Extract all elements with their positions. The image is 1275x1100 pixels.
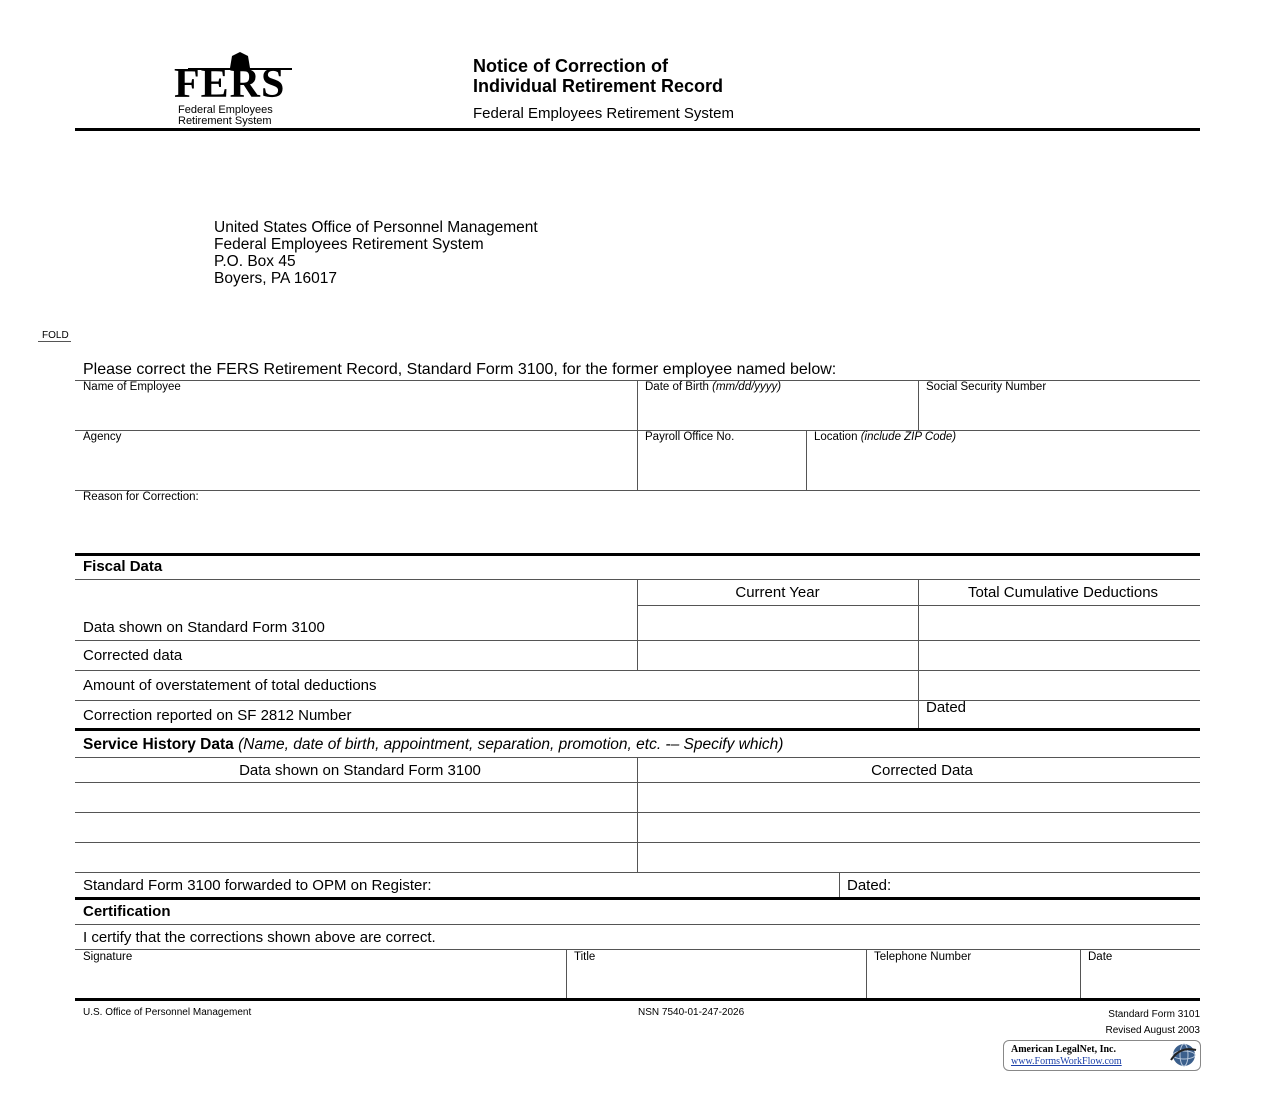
current-year-shown-input[interactable] bbox=[639, 607, 916, 639]
footer-nsn: NSN 7540-01-247-2026 bbox=[638, 1007, 745, 1018]
title-input[interactable] bbox=[568, 967, 864, 997]
sf2812-dated-input[interactable] bbox=[980, 702, 1198, 727]
address-line: P.O. Box 45 bbox=[214, 253, 296, 270]
grid-line bbox=[806, 430, 807, 490]
address-line: Boyers, PA 16017 bbox=[214, 270, 337, 287]
grid-line bbox=[918, 380, 919, 430]
grid-line bbox=[75, 490, 1200, 491]
certification-statement: I certify that the corrections shown above are correct. bbox=[83, 929, 436, 946]
service-corrected-input-2[interactable] bbox=[639, 814, 1198, 841]
total-deductions-shown-input[interactable] bbox=[920, 607, 1198, 639]
grid-line bbox=[75, 949, 1200, 950]
title-label: Title bbox=[574, 951, 596, 963]
logo-wordmark: FERS bbox=[174, 61, 286, 107]
ssn-input[interactable] bbox=[920, 398, 1198, 428]
address-line: United States Office of Personnel Management bbox=[214, 219, 538, 236]
col-total-deductions: Total Cumulative Deductions bbox=[967, 584, 1159, 601]
service-heading-wrap bbox=[83, 736, 783, 754]
location-label: Location bbox=[814, 431, 858, 443]
service-col-shown: Data shown on Standard Form 3100 bbox=[239, 762, 481, 779]
fold-label: FOLD bbox=[42, 330, 69, 341]
payroll-office-input[interactable] bbox=[639, 448, 805, 488]
globe-icon bbox=[1168, 1042, 1198, 1068]
date-label: Date bbox=[1088, 951, 1113, 963]
telephone-label: Telephone Number bbox=[874, 951, 972, 963]
mailing-address bbox=[214, 219, 538, 287]
total-deductions-corrected-input[interactable] bbox=[920, 642, 1198, 669]
employee-name-input[interactable] bbox=[77, 398, 635, 428]
dob-label-wrap bbox=[645, 381, 781, 393]
section-rule bbox=[75, 728, 1200, 731]
grid-line bbox=[75, 872, 1200, 873]
service-heading: Service History Data bbox=[83, 736, 234, 753]
service-shown-input-1[interactable] bbox=[77, 784, 635, 811]
date-input[interactable] bbox=[1082, 967, 1198, 997]
address-line: Federal Employees Retirement System bbox=[214, 236, 484, 253]
dob-input[interactable] bbox=[639, 398, 916, 428]
location-input[interactable] bbox=[808, 448, 1198, 488]
grid-line bbox=[75, 700, 1200, 701]
location-label-wrap bbox=[814, 431, 956, 443]
service-shown-input-2[interactable] bbox=[77, 814, 635, 841]
signature-label: Signature bbox=[83, 951, 133, 963]
intro-text: Please correct the FERS Retirement Record, Standard Form 3100, for the former employee named below: bbox=[83, 361, 837, 378]
employee-name-label: Name of Employee bbox=[83, 381, 181, 393]
service-corrected-input-3[interactable] bbox=[639, 844, 1198, 871]
reason-input[interactable] bbox=[77, 508, 1198, 550]
fiscal-row-sf2812: Correction reported on SF 2812 Number bbox=[83, 707, 352, 724]
service-corrected-input-1[interactable] bbox=[639, 784, 1198, 811]
col-current-year: Current Year bbox=[735, 584, 820, 601]
fiscal-dated-label: Dated bbox=[926, 699, 967, 716]
footer-revised: Revised August 2003 bbox=[1105, 1025, 1200, 1036]
fers-logo bbox=[170, 48, 310, 130]
reason-label: Reason for Correction: bbox=[83, 491, 199, 503]
form-title-line1: Notice of Correction of bbox=[473, 56, 669, 76]
grid-line bbox=[866, 949, 867, 999]
legalnet-badge[interactable] bbox=[1003, 1040, 1201, 1071]
current-year-corrected-input[interactable] bbox=[639, 642, 916, 669]
grid-line bbox=[75, 924, 1200, 925]
fiscal-row-corrected: Corrected data bbox=[83, 647, 183, 664]
forwarded-dated-input[interactable] bbox=[905, 874, 1198, 896]
grid-line bbox=[1080, 949, 1081, 999]
fiscal-row-overstatement: Amount of overstatement of total deductions bbox=[83, 677, 377, 694]
forwarded-label: Standard Form 3100 forwarded to OPM on Register: bbox=[83, 877, 432, 894]
fold-mark bbox=[38, 330, 71, 342]
service-heading-note: (Name, date of birth, appointment, separation, promotion, etc. -– Specify which) bbox=[238, 736, 784, 753]
form-subtitle: Federal Employees Retirement System bbox=[473, 105, 734, 122]
section-rule bbox=[75, 897, 1200, 900]
fiscal-row-shown: Data shown on Standard Form 3100 bbox=[83, 619, 325, 636]
service-col-corrected: Corrected Data bbox=[871, 762, 973, 779]
grid-line bbox=[918, 579, 919, 728]
dob-format: (mm/dd/yyyy) bbox=[712, 381, 782, 393]
logo-line1: Federal Employees bbox=[178, 104, 273, 116]
certification-heading: Certification bbox=[83, 903, 171, 920]
footer-form-number: Standard Form 3101 bbox=[1108, 1009, 1200, 1020]
overstatement-input[interactable] bbox=[920, 672, 1198, 699]
grid-line bbox=[75, 670, 1200, 671]
fiscal-heading: Fiscal Data bbox=[83, 558, 163, 575]
footer-rule bbox=[75, 998, 1200, 1001]
logo-line2: Retirement System bbox=[178, 115, 272, 127]
agency-label: Agency bbox=[83, 431, 122, 443]
form-title-line2: Individual Retirement Record bbox=[473, 76, 724, 96]
agency-input[interactable] bbox=[77, 448, 635, 488]
footer-agency: U.S. Office of Personnel Management bbox=[83, 1007, 252, 1018]
dob-label: Date of Birth bbox=[645, 381, 709, 393]
grid-line bbox=[637, 380, 638, 490]
ssn-label: Social Security Number bbox=[926, 381, 1047, 393]
service-shown-input-3[interactable] bbox=[77, 844, 635, 871]
section-rule bbox=[75, 553, 1200, 556]
grid-line bbox=[566, 949, 567, 999]
signature-input[interactable] bbox=[77, 967, 564, 997]
legalnet-company: American LegalNet, Inc. bbox=[1011, 1044, 1116, 1055]
payroll-office-label: Payroll Office No. bbox=[645, 431, 735, 443]
sf2812-number-input[interactable] bbox=[460, 702, 915, 727]
legalnet-url[interactable]: www.FormsWorkFlow.com bbox=[1011, 1056, 1122, 1067]
forwarded-dated-label: Dated: bbox=[847, 877, 892, 894]
grid-line bbox=[839, 872, 840, 897]
header-rule bbox=[75, 128, 1200, 131]
forwarded-register-input[interactable] bbox=[525, 874, 837, 896]
location-hint: (include ZIP Code) bbox=[860, 431, 957, 443]
telephone-input[interactable] bbox=[868, 967, 1078, 997]
